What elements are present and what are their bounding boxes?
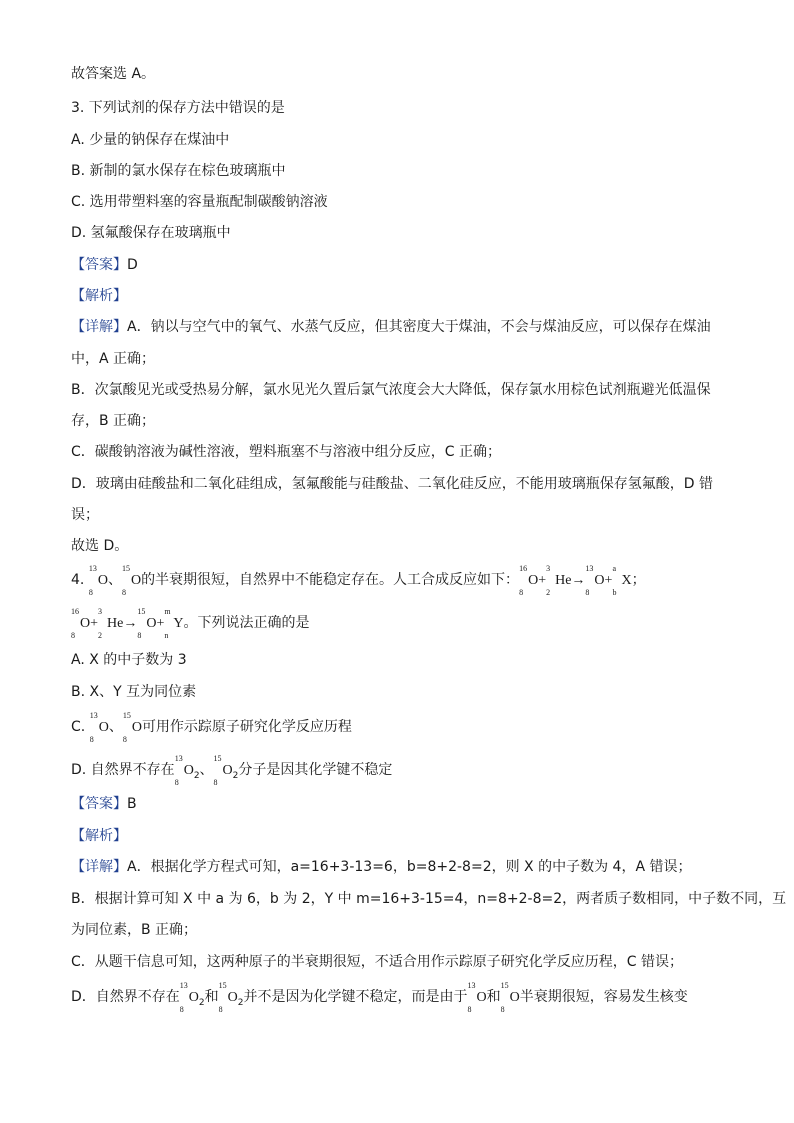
q3-option-d: D. 氢氟酸保存在玻璃瓶中 <box>71 225 231 241</box>
detail-tag: 【详解】 <box>71 859 127 875</box>
q3-option-a: A. 少量的钠保存在煤油中 <box>71 132 230 148</box>
q4-detail-line-3: 为同位素，B 正确； <box>71 922 198 938</box>
q3-detail-line-7: 误； <box>71 507 99 523</box>
q3-option-b: B. 新制的氯水保存在棕色玻璃瓶中 <box>71 163 286 179</box>
detail-tag: 【详解】 <box>71 319 127 335</box>
answer-value: B <box>127 796 137 812</box>
q4-detail-line-2: B．根据计算可知 X 中 a 为 6，b 为 2，Y 中 m=16+3-15=4，n=8+2-8=2，两者质子数相同，中子数不同，互 <box>71 891 787 907</box>
q3-option-c: C. 选用带塑料塞的容量瓶配制碳酸钠溶液 <box>71 194 328 210</box>
q4-stem-line-2: 16 8 O+ 3 2 He→ 15 8 O+ m n Y。下列说法正确的是 <box>71 607 310 640</box>
q3-detail-line-5: C．碳酸钠溶液为碱性溶液，塑料瓶塞不与溶液中组分反应，C 正确； <box>71 444 501 460</box>
reaction-2: 16 8 O+ 3 2 He→ 15 8 O+ m n Y <box>71 607 184 640</box>
q3-detail-line-3: B．次氯酸见光或受热易分解，氯水见光久置后氯气浓度会大大降低，保存氯水用棕色试剂瓶避光低温保 <box>71 382 711 398</box>
q4-option-b: B. X、Y 互为同位素 <box>71 684 197 700</box>
q4-option-a: A. X 的中子数为 3 <box>71 652 187 668</box>
answer-value: D <box>127 257 138 273</box>
q3-conclusion: 故选 D。 <box>71 538 129 554</box>
q3-detail-line-4: 存，B 正确； <box>71 413 156 429</box>
q3-detail-line-1: 【详解】A．钠以与空气中的氧气、水蒸气反应，但其密度大于煤油，不会与煤油反应，可以保存在煤油 <box>71 319 711 335</box>
nuclide-o15: 15 8 O <box>121 564 142 597</box>
q4-detail-line-1: 【详解】A．根据化学方程式可知，a=16+3-13=6，b=8+2-8=2，则 X 的中子数为 4，A 错误； <box>71 859 692 875</box>
answer-tag: 【答案】 <box>71 796 127 812</box>
reaction-1: 16 8 O+ 3 2 He→ 13 8 O+ a b X <box>519 564 632 597</box>
prev-answer-line: 故答案选 A。 <box>71 66 156 82</box>
q4-detail-line-5: D．自然界不存在 13 8 $O_2$和 15 8 $O_2$并不是因为化学键不稳定，而是由于 13 8 O和 15 8 O半衰期很短，容易发生核变 <box>71 981 688 1014</box>
q4-stem-line-1: 4. 13 8 O、 15 8 O的半衰期很短，自然界中不能稳定存在。人工合成反应如下： 16 8 O+ 3 2 He→ 13 8 O+ a b X； <box>71 564 646 597</box>
q4-answer <box>71 794 137 814</box>
q4-option-c: C. 13 8 O、 15 8 O可用作示踪原子研究化学反应历程 <box>71 711 352 744</box>
q4-option-d: D. 自然界不存在 13 8 $O_2$、 15 8 $O_2$分子是因其化学键不稳定 <box>71 754 393 787</box>
q3-answer <box>71 255 138 275</box>
answer-tag: 【答案】 <box>71 257 127 273</box>
q3-analysis-tag: 【解析】 <box>71 288 127 304</box>
q3-detail-line-6: D．玻璃由硅酸盐和二氧化硅组成，氢氟酸能与硅酸盐、二氧化硅反应，不能用玻璃瓶保存氢氟酸，D 错 <box>71 476 714 492</box>
q4-number: 4. <box>71 572 85 588</box>
q3-detail-line-2: 中，A 正确； <box>71 351 156 367</box>
nuclide-o13: 13 8 O <box>88 564 108 597</box>
q4-analysis-tag: 【解析】 <box>71 828 127 844</box>
q3-stem: 3. 下列试剂的保存方法中错误的是 <box>71 100 285 116</box>
q4-detail-line-4: C．从题干信息可知，这两种原子的半衰期很短，不适合用作示踪原子研究化学反应历程，C 错误； <box>71 954 683 970</box>
